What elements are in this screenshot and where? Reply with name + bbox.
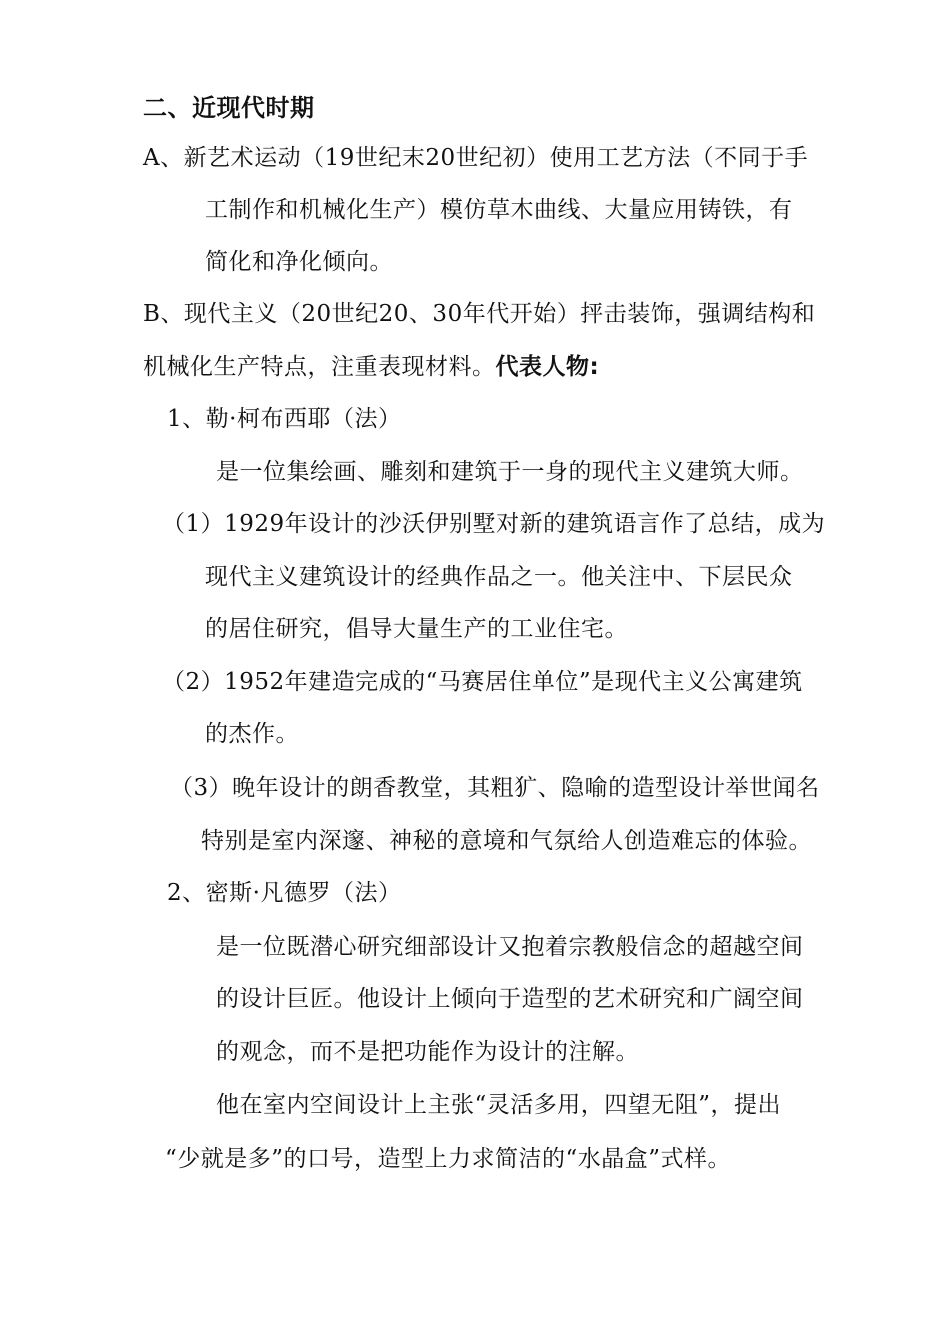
section-b-line-1: B、现代主义（20世纪20、30年代开始）抨击装饰，强调结构和 <box>143 301 816 327</box>
section-a-line-3: 简化和净化倾向。 <box>205 249 393 275</box>
person-2-intro-line-1: 是一位既潜心研究细部设计又抱着宗教般信念的超越空间 <box>216 934 804 960</box>
person-2-intro-line-2: 的设计巨匠。他设计上倾向于造型的艺术研究和广阔空间 <box>216 986 804 1012</box>
section-b-line-2-text: 机械化生产特点，注重表现材料。 <box>143 354 496 380</box>
person-2-intro-line-3: 的观念，而不是把功能作为设计的注解。 <box>216 1039 639 1065</box>
person-1-item-1-line-2: 现代主义建筑设计的经典作品之一。他关注中、下层民众 <box>205 564 793 590</box>
representatives-label: 代表人物: <box>495 354 600 380</box>
person-1-item-3-line-2: 特别是室内深邃、神秘的意境和气氛给人创造难忘的体验。 <box>201 828 812 854</box>
section-a-line-2: 工制作和机械化生产）模仿草木曲线、大量应用铸铁，有 <box>205 197 793 223</box>
person-1-item-2-line-2: 的杰作。 <box>205 721 299 747</box>
person-2-para-line-1: 他在室内空间设计上主张“灵活多用，四望无阻”，提出 <box>216 1092 782 1118</box>
person-1-title: 1、勒·柯布西耶（法） <box>167 406 402 432</box>
person-2-title: 2、密斯·凡德罗（法） <box>167 880 402 906</box>
person-1-intro: 是一位集绘画、雕刻和建筑于一身的现代主义建筑大师。 <box>216 459 804 485</box>
person-2-para-line-2: “少就是多”的口号，造型上力求简洁的“水晶盒”式样。 <box>165 1146 732 1172</box>
person-1-item-1-line-3: 的居住研究，倡导大量生产的工业住宅。 <box>205 616 628 642</box>
person-1-item-1-line-1: （1）1929年设计的沙沃伊别墅对新的建筑语言作了总结，成为 <box>162 511 826 537</box>
section-b-line-2 <box>143 352 599 382</box>
person-1-item-2-line-1: （2）1952年建造完成的“马赛居住单位”是现代主义公寓建筑 <box>162 669 803 695</box>
section-a-line-1: A、新艺术运动（19世纪末20世纪初）使用工艺方法（不同于手 <box>143 145 809 171</box>
section-heading: 二、近现代时期 <box>143 94 315 122</box>
person-1-item-3-line-1: （3）晚年设计的朗香教堂，其粗犷、隐喻的造型设计举世闻名 <box>170 775 820 801</box>
